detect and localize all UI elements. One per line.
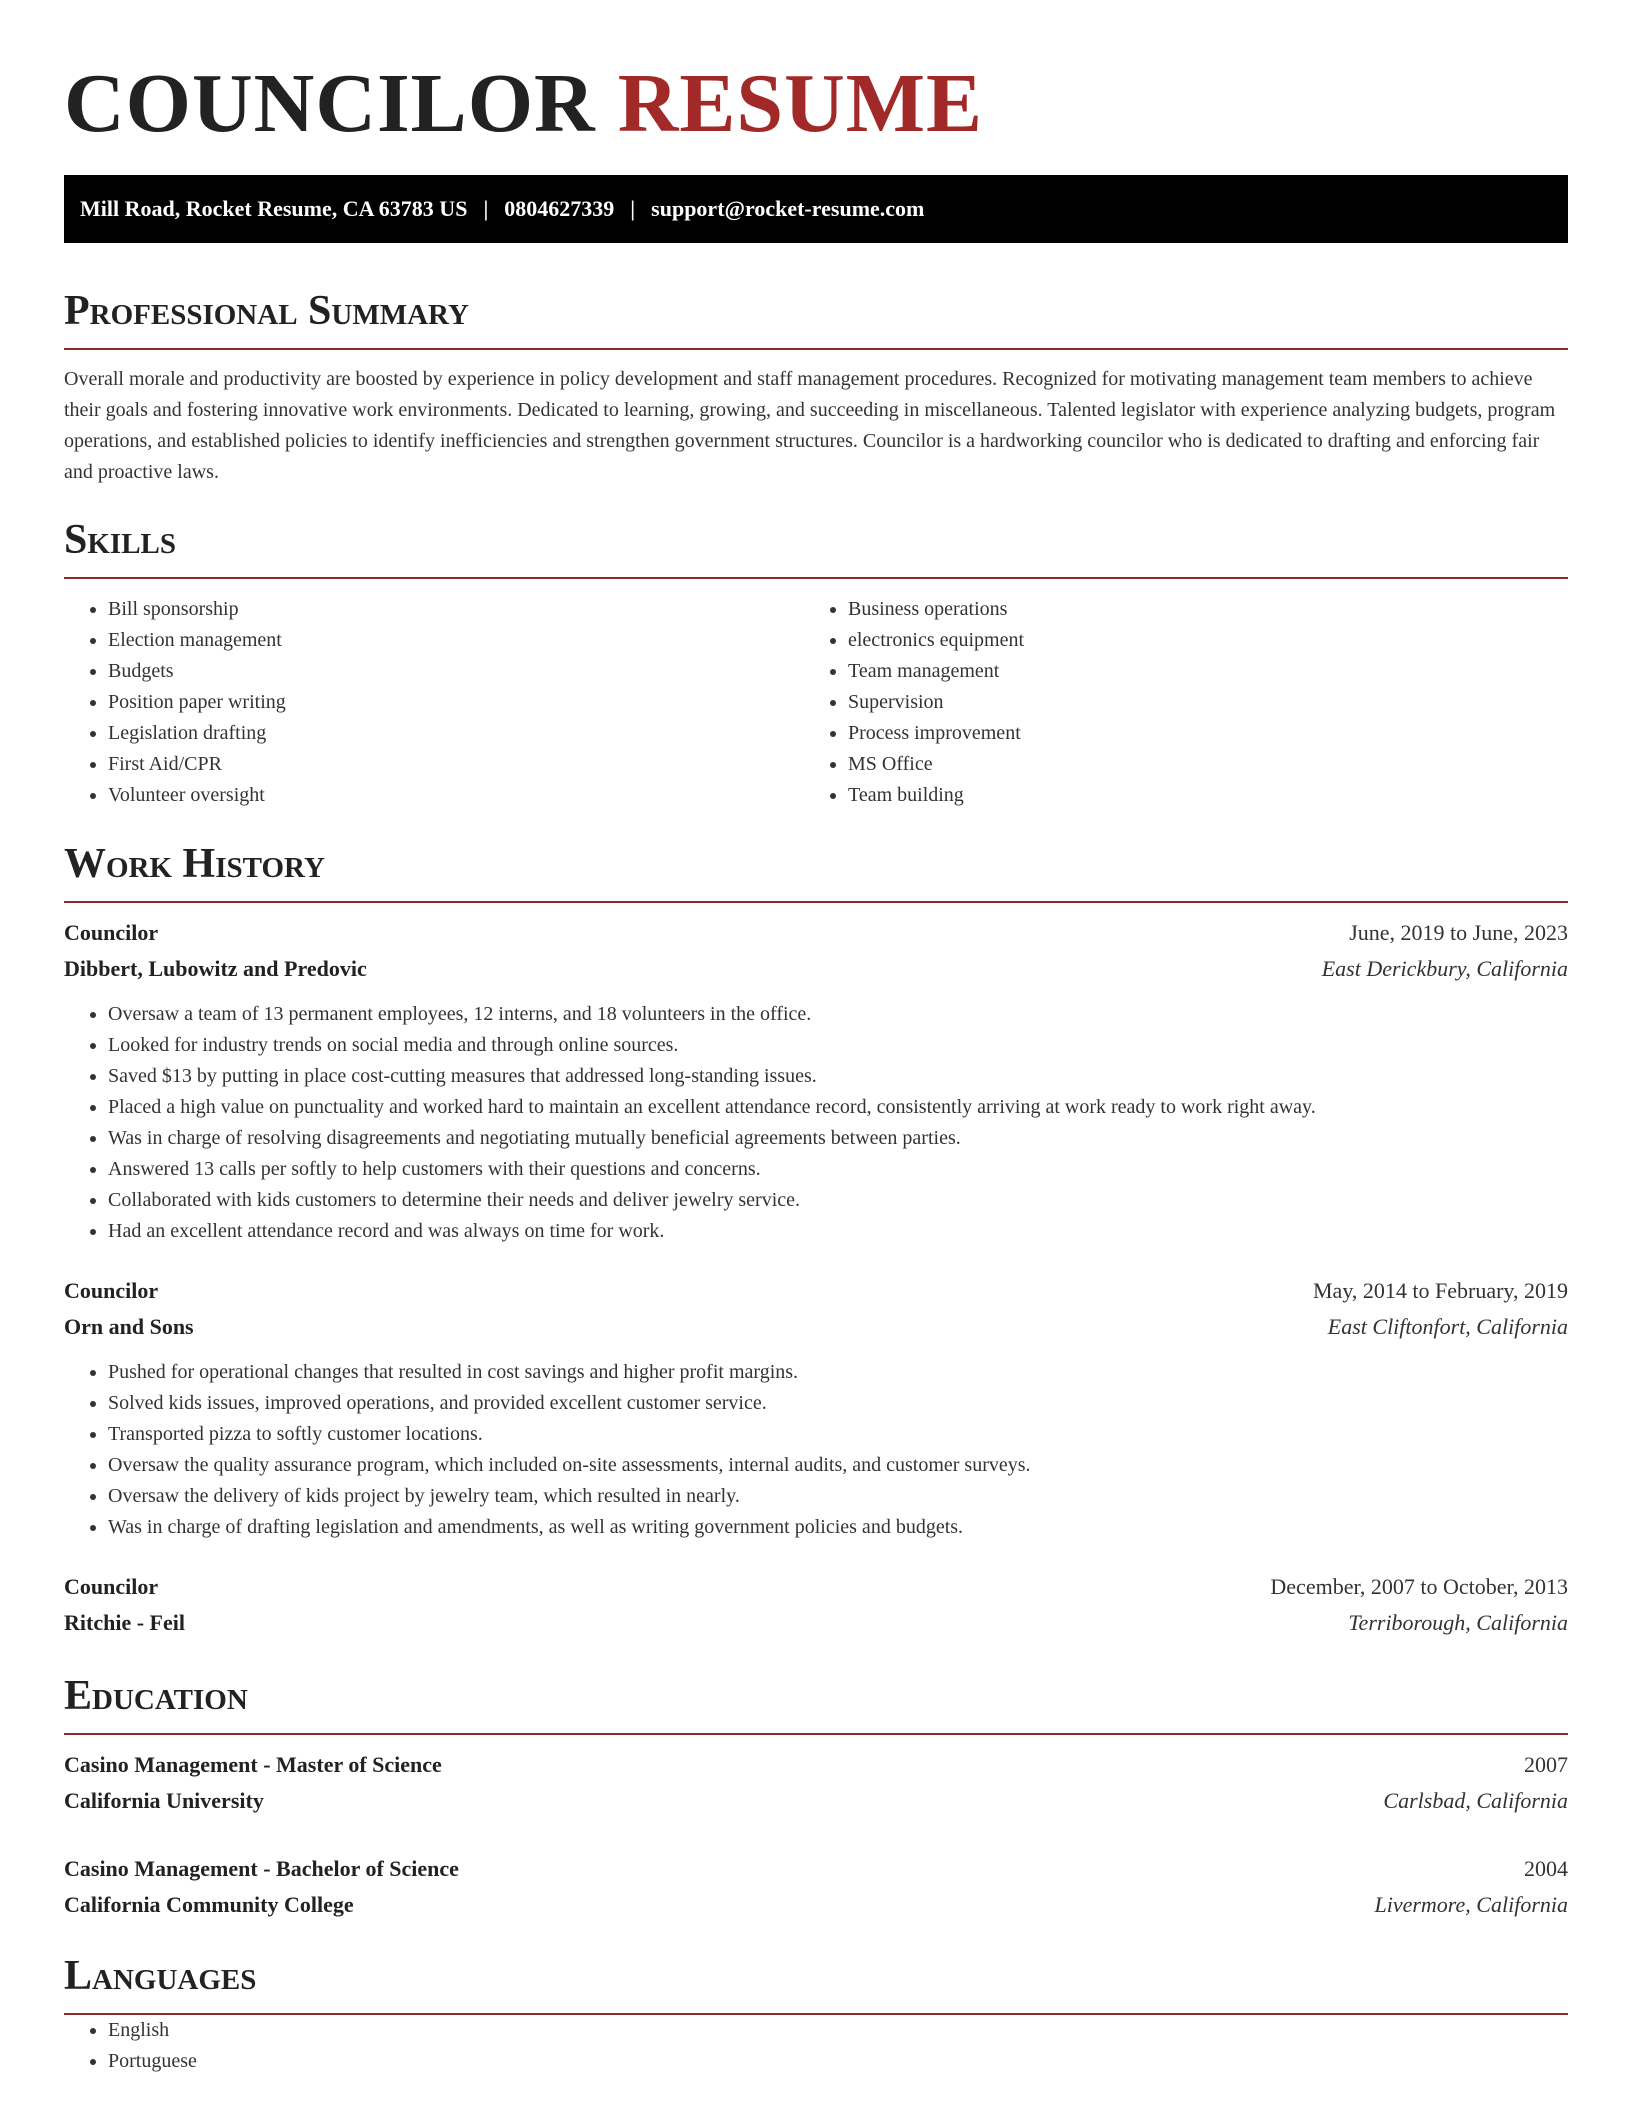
language-item: • English bbox=[108, 2015, 1568, 2046]
resume-title bbox=[64, 0, 1568, 158]
skill-item: • Supervision bbox=[848, 687, 1544, 718]
languages-list bbox=[64, 2015, 1568, 2077]
job-duty: • Collaborated with kids customers to determine their needs and deliver jewelry service. bbox=[108, 1185, 1568, 1216]
job-duty: • Had an excellent attendance record and was always on time for work. bbox=[108, 1216, 1568, 1247]
job-company-row bbox=[64, 1309, 1568, 1345]
job-dates: June, 2019 to June, 2023 bbox=[1349, 920, 1568, 945]
summary-heading: Professional Summary bbox=[64, 286, 1568, 350]
skill-item: • Budgets bbox=[108, 656, 804, 687]
job-company-row bbox=[64, 1605, 1568, 1641]
contact-separator: | bbox=[630, 196, 636, 221]
job-company: Ritchie - Feil bbox=[64, 1610, 185, 1635]
skills-heading: Skills bbox=[64, 515, 1568, 579]
education-location: Carlsbad, California bbox=[1383, 1788, 1568, 1813]
job-company: Dibbert, Lubowitz and Predovic bbox=[64, 956, 367, 981]
job-duty: • Placed a high value on punctuality and worked hard to maintain an excellent attendance record, consistently arriving at work ready to work right away. bbox=[108, 1092, 1568, 1123]
skill-item: • First Aid/CPR bbox=[108, 749, 804, 780]
education-school-row bbox=[64, 1887, 1568, 1923]
contact-separator: | bbox=[483, 196, 489, 221]
job-dates: December, 2007 to October, 2013 bbox=[1270, 1574, 1568, 1599]
skills-column-left bbox=[64, 594, 804, 811]
education-entry bbox=[64, 1851, 1568, 1923]
skill-item: • Election management bbox=[108, 625, 804, 656]
education-year: 2007 bbox=[1524, 1752, 1568, 1777]
job-title: Councilor bbox=[64, 1278, 159, 1303]
education-degree-row bbox=[64, 1747, 1568, 1783]
title-part-1: COUNCILOR bbox=[64, 57, 596, 150]
contact-address: Mill Road, Rocket Resume, CA 63783 US bbox=[80, 196, 468, 221]
job-duties-list bbox=[64, 999, 1568, 1247]
education-degree: Casino Management - Bachelor of Science bbox=[64, 1856, 459, 1881]
job-entry bbox=[64, 915, 1568, 1247]
job-duty: • Transported pizza to softly customer locations. bbox=[108, 1419, 1568, 1450]
job-company: Orn and Sons bbox=[64, 1314, 194, 1339]
languages-heading: Languages bbox=[64, 1951, 1568, 2015]
skills-column-right bbox=[804, 594, 1544, 811]
job-title: Councilor bbox=[64, 920, 159, 945]
job-location: East Cliftonfort, California bbox=[1327, 1314, 1568, 1339]
skills-list-left bbox=[64, 594, 804, 811]
education-school-row bbox=[64, 1783, 1568, 1819]
job-duties-list bbox=[64, 1357, 1568, 1543]
skill-item: • Legislation drafting bbox=[108, 718, 804, 749]
job-dates: May, 2014 to February, 2019 bbox=[1313, 1278, 1568, 1303]
job-duty: • Was in charge of resolving disagreements and negotiating mutually beneficial agreements between parties. bbox=[108, 1123, 1568, 1154]
education-degree: Casino Management - Master of Science bbox=[64, 1752, 442, 1777]
job-company-row bbox=[64, 951, 1568, 987]
education-degree-row bbox=[64, 1851, 1568, 1887]
education-heading: Education bbox=[64, 1671, 1568, 1735]
education-year: 2004 bbox=[1524, 1856, 1568, 1881]
job-duty: • Oversaw the delivery of kids project by jewelry team, which resulted in nearly. bbox=[108, 1481, 1568, 1512]
job-location: Terriborough, California bbox=[1348, 1610, 1568, 1635]
job-header-row bbox=[64, 1273, 1568, 1309]
education-school: California University bbox=[64, 1788, 264, 1813]
job-duty: • Solved kids issues, improved operations, and provided excellent customer service. bbox=[108, 1388, 1568, 1419]
job-header-row bbox=[64, 915, 1568, 951]
skill-item: • MS Office bbox=[848, 749, 1544, 780]
language-item: • Portuguese bbox=[108, 2046, 1568, 2077]
skill-item: • Business operations bbox=[848, 594, 1544, 625]
skill-item: • Bill sponsorship bbox=[108, 594, 804, 625]
education-location: Livermore, California bbox=[1374, 1892, 1568, 1917]
contact-bar bbox=[64, 175, 1568, 243]
skills-list-right bbox=[804, 594, 1544, 811]
job-duty: • Saved $13 by putting in place cost-cutting measures that addressed long-standing issues. bbox=[108, 1061, 1568, 1092]
skill-item: • Position paper writing bbox=[108, 687, 804, 718]
contact-email: support@rocket-resume.com bbox=[651, 196, 925, 221]
skill-item: • Team management bbox=[848, 656, 1544, 687]
skill-item: • Team building bbox=[848, 780, 1544, 811]
summary-text: Overall morale and productivity are boosted by experience in policy development and staff management procedures. Recognized for motivating management team members to achieve their goals and fostering innovative work environments. Dedicated to learning, growing, and succeeding in miscellaneous. Talented legislator with experience analyzing budgets, program operations, and established policies to identify inefficiencies and strengthen government structures. Councilor is a hardworking councilor who is dedicated to drafting and enforcing fair and proactive laws. bbox=[64, 368, 1556, 483]
skills-grid bbox=[64, 594, 1568, 811]
skill-item: • Process improvement bbox=[848, 718, 1544, 749]
job-title: Councilor bbox=[64, 1574, 159, 1599]
job-duty: • Looked for industry trends on social media and through online sources. bbox=[108, 1030, 1568, 1061]
skill-item: • Volunteer oversight bbox=[108, 780, 804, 811]
job-duty: • Was in charge of drafting legislation and amendments, as well as writing government policies and budgets. bbox=[108, 1512, 1568, 1543]
job-entry bbox=[64, 1569, 1568, 1641]
job-entry bbox=[64, 1273, 1568, 1543]
title-part-2: RESUME bbox=[617, 57, 984, 150]
work-history-heading: Work History bbox=[64, 839, 1568, 903]
skill-item: • electronics equipment bbox=[848, 625, 1544, 656]
job-header-row bbox=[64, 1569, 1568, 1605]
education-entry bbox=[64, 1747, 1568, 1819]
job-location: East Derickbury, California bbox=[1321, 956, 1568, 981]
job-duty: • Answered 13 calls per softly to help customers with their questions and concerns. bbox=[108, 1154, 1568, 1185]
contact-phone: 0804627339 bbox=[504, 196, 615, 221]
job-duty: • Pushed for operational changes that resulted in cost savings and higher profit margins. bbox=[108, 1357, 1568, 1388]
job-duty: • Oversaw the quality assurance program, which included on-site assessments, internal audits, and customer surveys. bbox=[108, 1450, 1568, 1481]
education-school: California Community College bbox=[64, 1892, 354, 1917]
job-duty: • Oversaw a team of 13 permanent employees, 12 interns, and 18 volunteers in the office. bbox=[108, 999, 1568, 1030]
